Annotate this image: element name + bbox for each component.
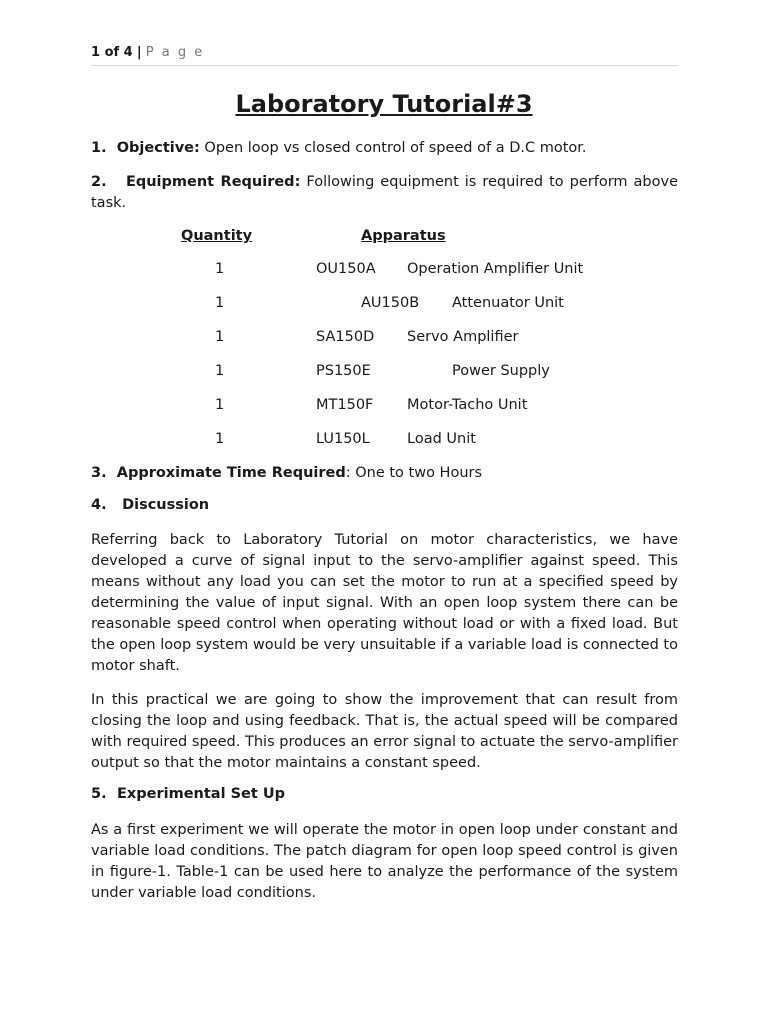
page-number: 1 of 4 <box>91 45 133 60</box>
quantity-header: Quantity <box>181 228 253 244</box>
row-quantity: 1 <box>215 431 225 447</box>
row-code: AU150B <box>361 295 420 311</box>
setup-heading <box>91 786 285 802</box>
row-name: Attenuator Unit <box>452 295 564 311</box>
row-code: MT150F <box>316 397 374 413</box>
row-code: LU150L <box>316 431 370 447</box>
row-code: PS150E <box>316 363 371 379</box>
time-label: Approximate Time Required <box>116 465 346 481</box>
row-code: SA150D <box>316 329 375 345</box>
row-name: Load Unit <box>407 431 476 447</box>
row-quantity: 1 <box>215 397 225 413</box>
equipment-label: Equipment Required: <box>125 174 301 190</box>
discussion-heading <box>91 497 209 513</box>
row-name: Power Supply <box>452 363 550 379</box>
document-title: Laboratory Tutorial#3 <box>235 90 533 118</box>
objective-paragraph <box>91 138 678 159</box>
time-number: 3. <box>91 465 107 481</box>
apparatus-header: Apparatus <box>361 228 446 244</box>
objective-number: 1. <box>91 140 107 156</box>
discussion-paragraph-1: Referring back to Laboratory Tutorial on motor characteristics, we have developed a curve of signal input to the servo-amplifier against speed. This means without any load you can set the motor to run at a specified speed by determining the value of input signal. With an open loop system there can be reasonable speed control when operating without load or with a fixed load. But the open loop system would be very unsuitable if a variable load is connected to motor shaft. <box>91 532 678 674</box>
page-word: P a g e <box>145 45 205 60</box>
equipment-text: Following equipment is required to perform above task. <box>91 174 678 211</box>
row-name: Operation Amplifier Unit <box>407 261 584 277</box>
objective-text: Open loop vs closed control of speed of a D.C motor. <box>204 140 587 156</box>
row-quantity: 1 <box>215 261 225 277</box>
equipment-paragraph <box>91 172 678 214</box>
page-header <box>91 45 678 66</box>
discussion-number: 4. <box>91 497 107 513</box>
row-code: OU150A <box>316 261 376 277</box>
row-quantity: 1 <box>215 363 225 379</box>
setup-label: Experimental Set Up <box>117 786 286 802</box>
time-text: : One to two Hours <box>345 465 483 481</box>
row-name: Servo Amplifier <box>407 329 519 345</box>
discussion-paragraph-2: In this practical we are going to show the improvement that can result from closing the loop and using feedback. That is, the actual speed will be compared with required speed. This produces an error signal to actuate the servo-amplifier output so that the motor maintains a constant speed. <box>91 692 678 771</box>
setup-paragraph-1: As a first experiment we will operate the motor in open loop under constant and variable load conditions. The patch diagram for open loop speed control is given in figure-1. Table-1 can be used here to analyze the performance of the system under variable load conditions. <box>91 822 678 901</box>
time-paragraph <box>91 463 678 484</box>
setup-number: 5. <box>91 786 107 802</box>
row-quantity: 1 <box>215 295 225 311</box>
row-name: Motor-Tacho Unit <box>407 397 528 413</box>
row-quantity: 1 <box>215 329 225 345</box>
objective-label: Objective: <box>116 140 200 156</box>
header-separator: | <box>136 45 142 60</box>
equipment-number: 2. <box>91 174 107 190</box>
discussion-label: Discussion <box>122 497 210 513</box>
